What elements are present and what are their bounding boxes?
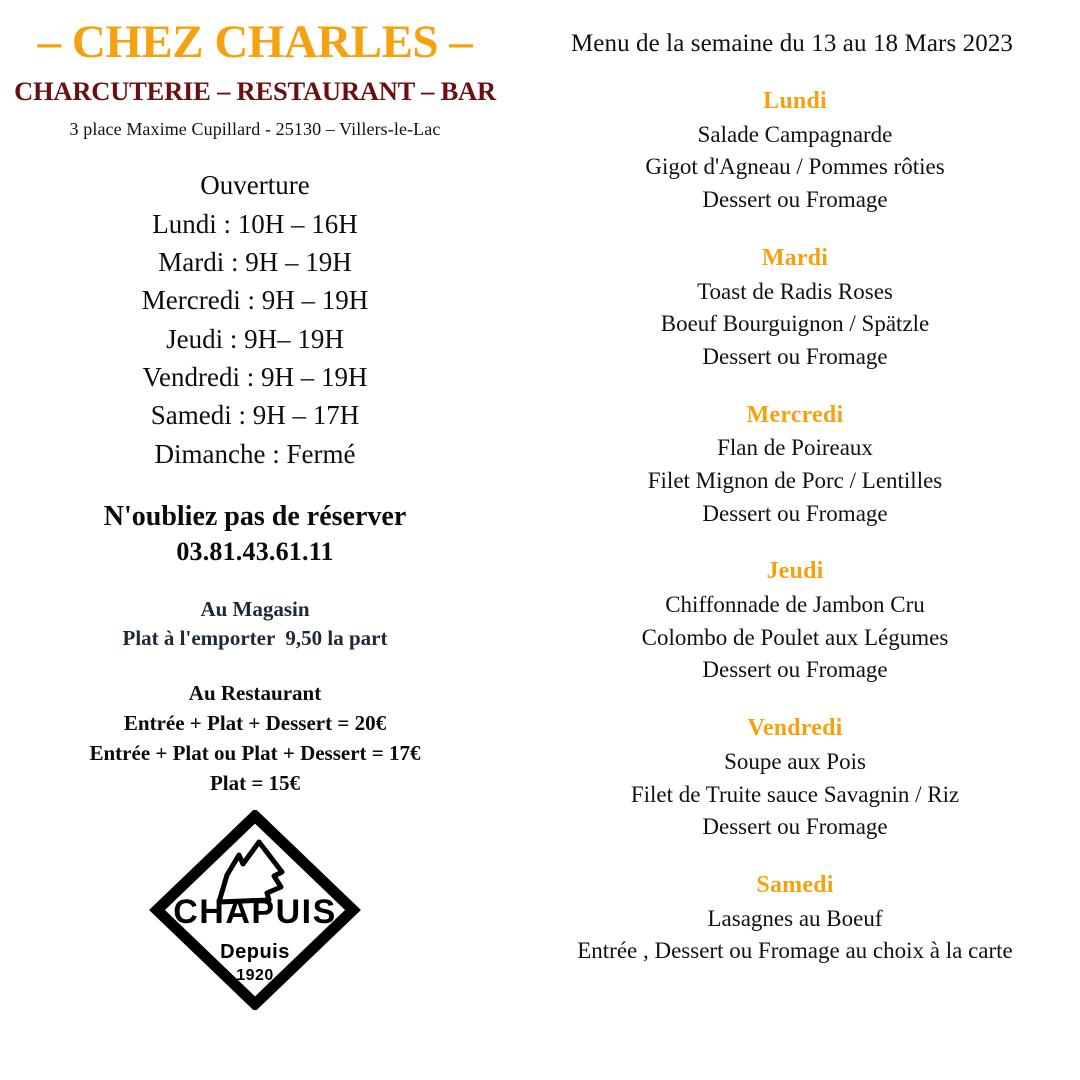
dish-main: Lasagnes au Boeuf <box>707 905 883 931</box>
logo-since-year: 1920 <box>236 967 274 985</box>
hours-row-lundi: Lundi : 10H – 16H <box>152 208 358 239</box>
menu-day-vendredi <box>510 711 1080 844</box>
reservation-phone[interactable]: 03.81.43.61.11 <box>176 537 334 567</box>
menu-day-jeudi <box>510 554 1080 687</box>
dish-starter: Chiffonnade de Jambon Cru <box>665 592 925 618</box>
logo-name: CHAPUIS <box>173 893 337 932</box>
brand-title: – CHEZ CHARLES – <box>37 16 473 68</box>
reservation-block <box>0 499 510 569</box>
hours-row-mardi: Mardi : 9H – 19H <box>158 247 352 277</box>
brand-address: 3 place Maxime Cupillard - 25130 – Villers-le-Lac <box>69 119 441 140</box>
menu-day-samedi <box>510 868 1080 968</box>
menu-day-mercredi <box>510 398 1080 531</box>
dish-dessert: Dessert ou Fromage <box>702 814 888 840</box>
dish-choice: Entrée , Dessert ou Fromage au choix à la carte <box>577 938 1013 964</box>
dish-main: Colombo de Poulet aux Légumes <box>641 624 949 650</box>
dish-main: Filet Mignon de Porc / Lentilles <box>647 467 943 493</box>
dish-starter: Toast de Radis Roses <box>697 278 893 304</box>
day-heading-lundi: Lundi <box>763 88 827 114</box>
dish-starter: Soupe aux Pois <box>724 748 866 774</box>
dish-dessert: Dessert ou Fromage <box>702 657 888 683</box>
hours-row-samedi: Samedi : 9H – 17H <box>150 400 360 431</box>
shop-takeaway-price: Plat à l'emporter 9,50 la part <box>122 626 388 651</box>
dish-starter: Salade Campagnarde <box>697 121 893 147</box>
hours-row-vendredi: Vendredi : 9H – 19H <box>142 361 368 392</box>
menu-day-lundi <box>510 84 1080 217</box>
restaurant-price-main: Plat = 15€ <box>209 770 301 795</box>
shop-title: Au Magasin <box>200 597 310 622</box>
restaurant-title: Au Restaurant <box>188 681 322 706</box>
dish-starter: Flan de Poireaux <box>717 435 873 461</box>
chapuis-logo-svg <box>147 810 363 1010</box>
day-heading-jeudi: Jeudi <box>766 558 824 585</box>
day-heading-mercredi: Mercredi <box>746 401 844 428</box>
dish-main: Boeuf Bourguignon / Spätzle <box>660 311 930 337</box>
hours-row-dimanche: Dimanche : Fermé <box>154 438 356 469</box>
logo-since-label: Depuis <box>220 941 290 964</box>
dish-main: Gigot d'Agneau / Pommes rôties <box>645 154 945 180</box>
dish-main: Filet de Truite sauce Savagnin / Riz <box>630 781 960 807</box>
dish-dessert: Dessert ou Fromage <box>702 343 888 369</box>
restaurant-price-two-course: Entrée + Plat ou Plat + Dessert = 17€ <box>89 740 421 765</box>
shop-pricing-block <box>0 595 510 653</box>
restaurant-pricing-block <box>0 679 510 798</box>
day-heading-vendredi: Vendredi <box>747 715 843 742</box>
menu-week-header: Menu de la semaine du 13 au 18 Mars 2023 <box>570 30 1014 57</box>
reservation-title: N'oubliez pas de réserver <box>103 500 407 532</box>
day-heading-mardi: Mardi <box>761 244 829 271</box>
menu-day-mardi <box>510 241 1080 374</box>
opening-hours-block <box>0 166 510 473</box>
hours-row-jeudi: Jeudi : 9H– 19H <box>166 323 344 354</box>
brand-subtitle: CHARCUTERIE – RESTAURANT – BAR <box>14 76 496 107</box>
dish-dessert: Dessert ou Fromage <box>702 187 888 213</box>
weekly-menu-column <box>510 0 1080 1080</box>
dish-dessert: Dessert ou Fromage <box>702 500 888 526</box>
info-column <box>0 0 510 1080</box>
chapuis-logo <box>0 810 510 1010</box>
day-heading-samedi: Samedi <box>756 871 834 898</box>
hours-row-mercredi: Mercredi : 9H – 19H <box>141 285 369 316</box>
opening-hours-heading: Ouverture <box>200 170 310 201</box>
restaurant-price-full: Entrée + Plat + Dessert = 20€ <box>123 710 387 735</box>
